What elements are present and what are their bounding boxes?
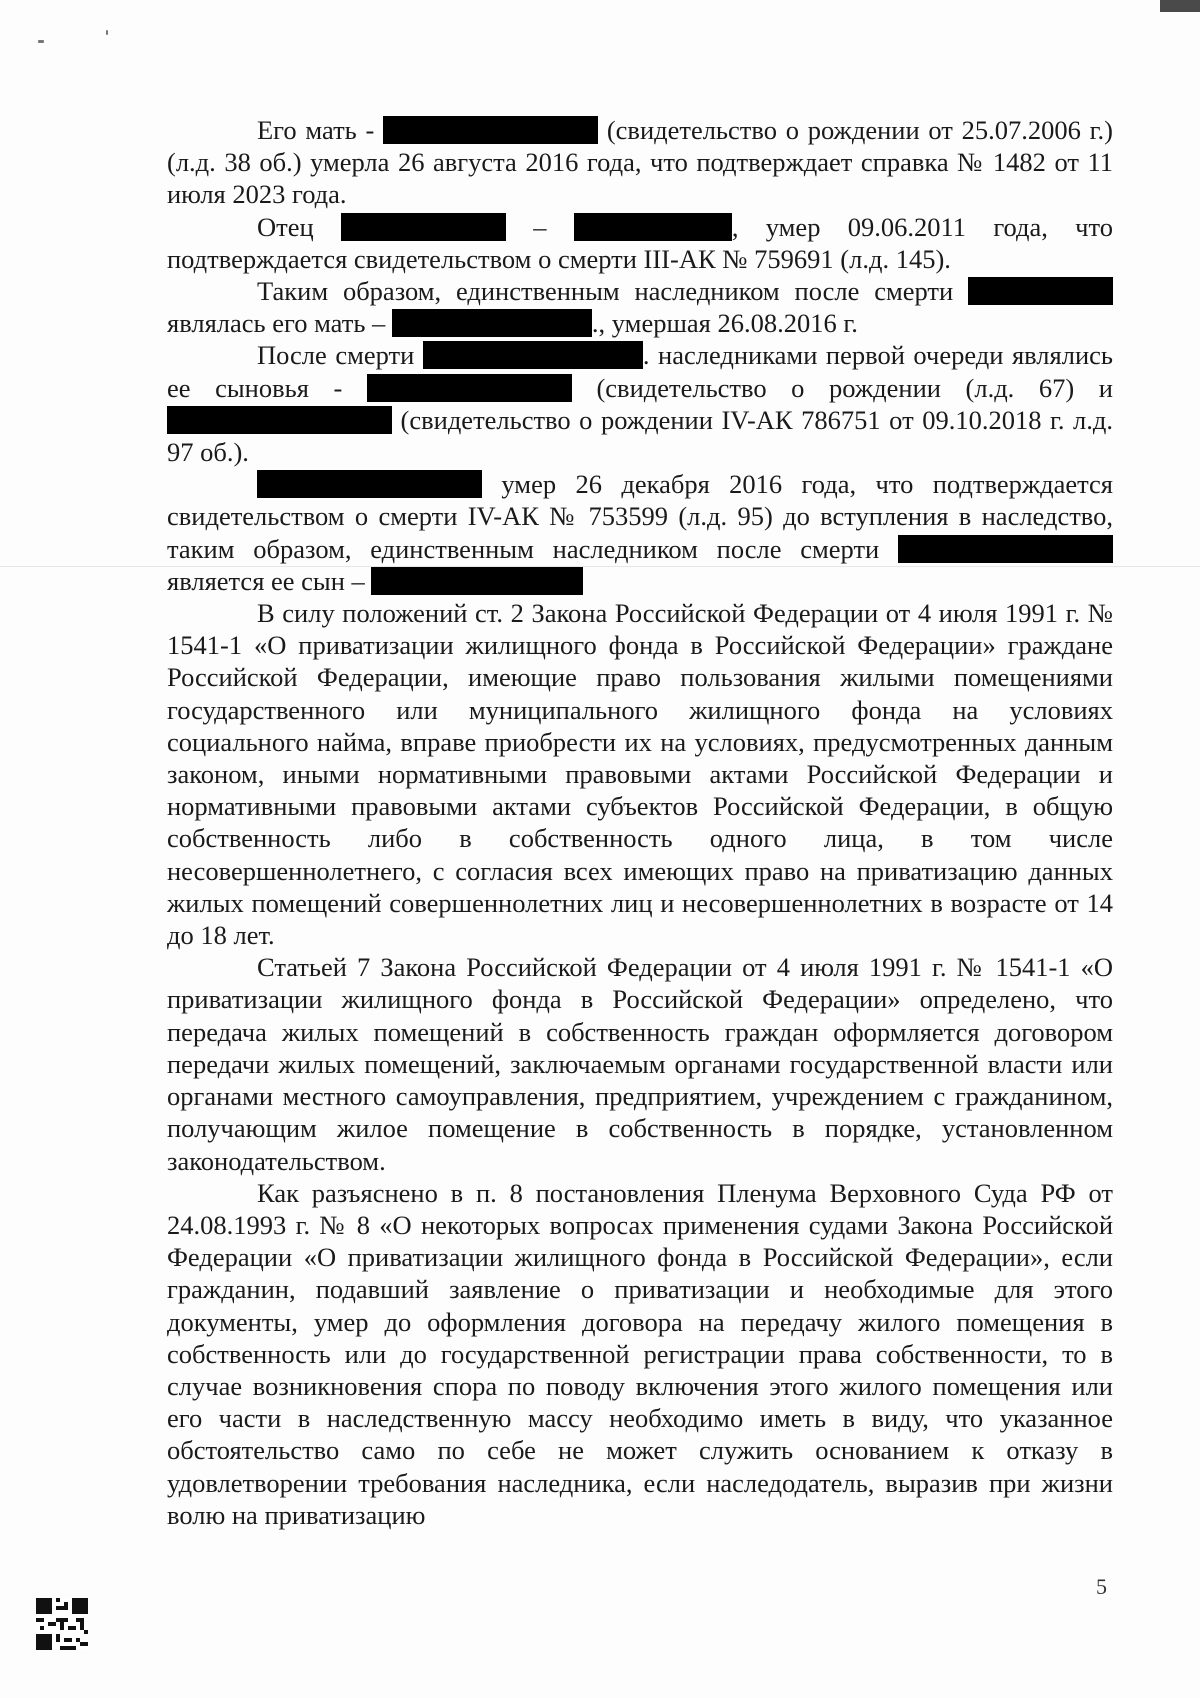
text-run: Его мать - (257, 115, 384, 145)
text-run: После смерти (257, 340, 423, 371)
text-run: умер 26 декабря 2016 года, что подтверждается свидетельством о смерти IV-АК № 753599 (л.д. 95) до вступления в наследство, таким образом, единственным наследником после смерти (167, 469, 1113, 564)
text-run: – (505, 211, 574, 242)
redaction-block (257, 470, 482, 498)
paragraph-heir-mother (167, 275, 1113, 339)
scan-speck (38, 40, 44, 43)
redaction-block (968, 277, 1113, 305)
redaction-block (371, 567, 583, 595)
redaction-block (167, 406, 392, 434)
text-run: ., умершая 26.08.2016 г. (591, 308, 858, 339)
redaction-block (367, 374, 572, 402)
paragraph-sons (167, 339, 1113, 468)
paragraph-son-death (167, 468, 1113, 597)
redaction-block (898, 535, 1113, 563)
text-run: Таким образом, единственным наследником после смерти (257, 276, 968, 307)
qr-code-icon (36, 1598, 88, 1650)
redaction-block (392, 309, 592, 337)
text-run: являлась его мать – (167, 308, 392, 339)
redaction-block (574, 213, 732, 241)
scan-speck (106, 30, 108, 35)
paragraph-mother (167, 114, 1113, 211)
redaction-block (341, 213, 506, 241)
page-number: 5 (1096, 1574, 1107, 1599)
redaction-block (383, 116, 598, 144)
document-body (167, 114, 1113, 1531)
text-run: Отец (257, 211, 341, 242)
text-run: . наследниками первой очереди являлись ее сыновья - (167, 340, 1113, 403)
text-run: , умер 09.06.2011 года, что подтверждается свидетельством о смерти III-АК № 759691 (л.д. 145). (167, 211, 1113, 274)
paragraph-law-article-2: В силу положений ст. 2 Закона Российской Федерации от 4 июля 1991 г. № 1541-1 «О приватизации жилищного фонда в Российской Федерации» граждане Российской Федерации, имеющие право пользования жилыми помещениями государственного или муниципального жилищного фонда на условиях социального найма, вправе приобрести их на условиях, предусмотренных данным законом, иными нормативными правовыми актами Российской Федерации и нормативными правовыми актами субъектов Российской Федерации, в общую собственность либо в собственность одного лица, в том числе несовершеннолетнего, с согласия всех имеющих право на приватизацию данных жилых помещений совершеннолетних лиц и несовершеннолетних в возрасте от 14 до 18 лет. (167, 598, 1113, 951)
text-run: (свидетельство о рождении (л.д. 67) и (571, 372, 1113, 403)
text-run: (свидетельство о рождении IV-АК 786751 от 09.10.2018 г. л.д. 97 об.). (167, 404, 1113, 468)
text-run: (свидетельство о рождении от 25.07.2006 г.) (л.д. 38 об.) умерла 26 августа 2016 года, что подтверждает справка № 1482 от 11 июля 2023 года. (167, 115, 1113, 210)
paragraph-plenum-explanation: Как разъяснено в п. 8 постановления Пленума Верховного Суда РФ от 24.08.1993 г. № 8 «О некоторых вопросах применения судами Закона Российской Федерации «О приватизации жилищного фонда в Российской Федерации», если гражданин, подавший заявление о приватизации и необходимые для этого документы, умер до оформления договора на передачу жилого помещения в собственность или до государственной регистрации права собственности, то в случае возникновения спора по поводу включения этого жилого помещения или его части в наследственную массу необходимо иметь в виду, что указанное обстоятельство само по себе не может служить основанием к отказу в удовлетворении требования наследника, если наследодатель, выразив при жизни волю на приватизацию (167, 1177, 1113, 1530)
paragraph-father (167, 211, 1113, 275)
redaction-block (423, 341, 643, 369)
text-run: является ее сын – (167, 565, 372, 596)
paragraph-law-article-7: Статьей 7 Закона Российской Федерации от 4 июля 1991 г. № 1541-1 «О приватизации жилищного фонда в Российской Федерации» определено, что передача жилых помещений в собственность граждан оформляется договором передачи жилых помещений, заключаемым органами государственной власти или органами местного самоуправления, предприятием, учреждением с гражданином, получающим жилое помещение в собственность в порядке, установленном законодательством. (167, 952, 1113, 1176)
scan-corner-mark (1160, 0, 1200, 12)
